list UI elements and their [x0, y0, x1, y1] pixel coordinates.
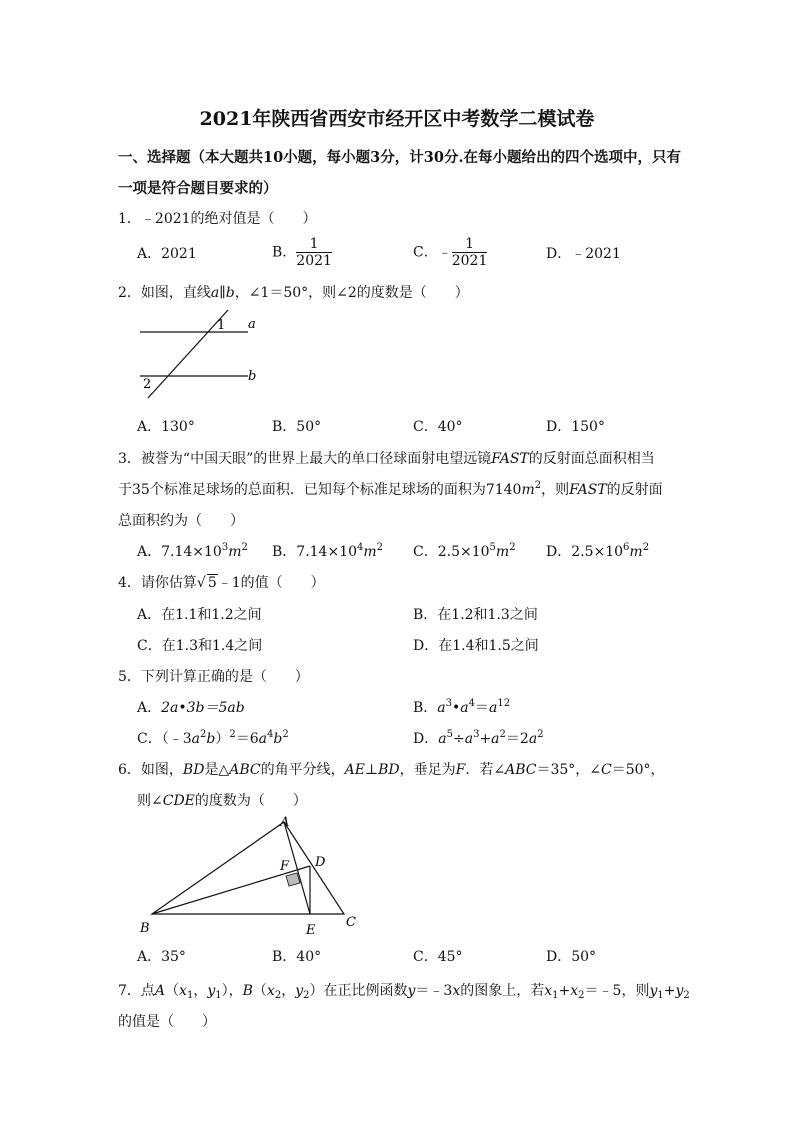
q1-option-c-prefix: C．﹣	[413, 244, 452, 261]
q1-option-b	[272, 236, 332, 269]
option-text: A．7.14×10	[137, 544, 222, 560]
option-expression: 2a•3b＝5ab	[161, 700, 245, 716]
point-f-label: F	[280, 859, 290, 874]
q6-stem-line2	[137, 790, 307, 810]
q7-stem-line2: 的值是（ ）	[118, 1014, 216, 1030]
q6-option-c: C．45°	[413, 949, 463, 965]
var-a: a	[210, 285, 220, 301]
point-a: A	[154, 983, 166, 999]
q6-triangle-figure	[130, 812, 370, 937]
q6-text: 则∠	[137, 793, 163, 809]
option-prefix: C．（﹣3	[137, 731, 192, 747]
exponent: 2	[509, 542, 516, 553]
q6-option-b: B．40°	[272, 949, 322, 965]
unit-m: m	[629, 544, 643, 560]
exponent: 2	[376, 542, 384, 553]
line-b-label: b	[248, 369, 257, 384]
q4-stem	[118, 572, 325, 592]
fast-term: FAST	[569, 482, 607, 498]
q3-text: 的反射面	[606, 482, 663, 498]
q6-stem-line1	[118, 759, 665, 779]
var-abc: ABC	[229, 762, 261, 778]
q6-text: 6．如图，	[118, 762, 183, 778]
var-ae: AE	[344, 762, 365, 778]
q3-text: 3．被誉为“中国天眼”的世界上最大的单口径球面射电望远镜	[118, 451, 492, 467]
q2-text: 2．如图，直线	[118, 285, 211, 301]
q3-option-c	[413, 541, 516, 561]
q1-option-b-fraction	[296, 236, 332, 269]
section-header-line1: 一、选择题（本大题共10小题，每小题3分，计30分.在每小题给出的四个选项中，只有	[118, 149, 681, 166]
q3-stem-line3: 总面积约为（ ）	[118, 513, 244, 529]
q7-stem-line1: 7．点$A(x_1$，$y_1$），$B(x_2$，$y_2$）在正比例函数y＝﹣3x的图象上，若$x_1+x_2=﹣5$，则$y_1+y_2$	[118, 983, 690, 1001]
unit-m: m	[521, 482, 535, 498]
q3-stem-line2	[118, 479, 663, 499]
var-bd: BD	[378, 762, 400, 778]
q4-text: ﹣1的值（ ）	[217, 575, 325, 591]
q2-option-c: C．40°	[413, 419, 463, 435]
q1-option-c-fraction	[452, 236, 488, 269]
exponent: 6	[623, 542, 630, 553]
var-b: b	[225, 285, 235, 301]
point-a-label: A	[280, 815, 290, 830]
var-c: C	[601, 762, 612, 778]
point-e-label: E	[306, 923, 316, 937]
exponent: 5	[489, 542, 496, 553]
q7-text: 7．点	[118, 983, 155, 999]
q6-option-d: D．50°	[546, 949, 597, 965]
perpendicular-symbol: ⊥	[364, 762, 379, 778]
q7-text: ），	[221, 983, 243, 999]
right-angle-mark	[286, 873, 300, 886]
q5-option-b: B．$a^3•a^4=a^{12}$	[413, 698, 511, 716]
q4-option-b: B．在1.2和1.3之间	[413, 607, 538, 623]
var-abc: ABC	[505, 762, 537, 778]
q5-option-d: D．$a^5\div a^3+a^2=2a^2$	[413, 729, 544, 747]
point-c-label: C	[346, 915, 356, 930]
q2-option-a: A．130°	[137, 419, 195, 435]
q2-option-b: B．50°	[272, 419, 322, 435]
q6-text: ，垂足为	[399, 762, 456, 778]
unit-m: m	[228, 544, 242, 560]
q7-text: 的图象上，若	[460, 983, 545, 999]
q7-text: 在正比例函数	[323, 983, 408, 999]
var-f: F	[455, 762, 466, 778]
fraction-denominator: 2021	[451, 253, 488, 269]
fraction-numerator: 1	[452, 236, 488, 253]
q3-text: ，则	[541, 482, 570, 498]
q6-option-a: A．35°	[137, 949, 186, 965]
unit-m: m	[363, 544, 377, 560]
parallel-symbol: ∥	[219, 285, 226, 301]
exponent: 2	[241, 542, 248, 553]
angle-1-label: 1	[217, 318, 226, 333]
line-a-label: a	[248, 317, 256, 332]
point-d-label: D	[315, 855, 326, 870]
q6-text: ．若∠	[465, 762, 506, 778]
q4-option-a: A．在1.1和1.2之间	[137, 607, 262, 623]
exponent: 4	[357, 542, 364, 553]
q4-option-c: C．在1.3和1.4之间	[137, 638, 263, 654]
transversal-line	[148, 310, 228, 398]
page-title: 2021年陕西省西安市经开区中考数学二模试卷	[199, 108, 595, 130]
q3-option-d	[546, 541, 649, 561]
q3-text: 于35个标准足球场的总面积．已知每个标准足球场的面积为7140	[118, 482, 522, 498]
option-text: C．2.5×10	[413, 544, 490, 560]
var-bd: BD	[182, 762, 205, 778]
q5-stem: 5．下列计算正确的是（ ）	[118, 669, 309, 685]
option-prefix: D．	[413, 731, 439, 747]
q2-option-d: D．150°	[546, 419, 605, 435]
q3-stem-line1	[118, 448, 655, 468]
exponent: 2	[642, 542, 650, 553]
fraction-denominator: 2021	[296, 253, 332, 269]
q3-text: 的反射面总面积相当	[528, 451, 655, 467]
q7-text: ＝﹣5，则	[584, 983, 650, 999]
radicand: 5	[207, 575, 217, 591]
q6-text: 是△	[204, 762, 230, 778]
q4-option-d: D．在1.4和1.5之间	[413, 638, 539, 654]
q6-text: ＝35°，∠	[536, 762, 601, 778]
q5-option-c: C．$(﹣3a^2b)^2=6a^4b^2$	[137, 729, 289, 747]
q2-text: ，∠1＝50°，则∠2的度数是（ ）	[234, 285, 469, 301]
section-header-line2: 一项是符合题目要求的）	[118, 180, 278, 197]
option-text: D．2.5×10	[546, 544, 624, 560]
q1-option-b-prefix: B．	[272, 244, 297, 261]
fraction-numerator: 1	[296, 236, 332, 253]
option-prefix: B．	[413, 700, 438, 716]
q5-option-a	[137, 697, 245, 717]
q6-text: 的度数为（ ）	[194, 793, 307, 809]
unit-m: m	[495, 544, 510, 560]
q6-text: ＝50°，	[611, 762, 665, 778]
option-prefix: A．	[137, 700, 162, 716]
q6-text: 的角平分线，	[260, 762, 345, 778]
q2-parallel-lines-figure	[130, 308, 280, 400]
exponent: 2	[534, 480, 542, 491]
q1-stem: 1．﹣2021的绝对值是（ ）	[118, 211, 317, 227]
point-b-label: B	[140, 921, 150, 936]
q1-option-a: A．2021	[137, 246, 197, 262]
q3-option-a	[137, 541, 248, 561]
fast-term: FAST	[491, 451, 529, 467]
point-b: B	[242, 983, 253, 999]
angle-2-label: 2	[143, 377, 152, 392]
var-cde: CDE	[162, 793, 195, 809]
q1-option-c	[413, 236, 487, 269]
q4-text: 4．请你估算	[118, 575, 197, 591]
q3-option-b	[272, 541, 383, 561]
radical-sign: √	[196, 575, 206, 591]
exponent: 3	[221, 542, 229, 553]
q1-option-d: D．﹣2021	[546, 246, 621, 262]
option-text: B．7.14×10	[272, 544, 358, 560]
q2-stem	[118, 282, 469, 302]
function-expression: ＝﹣3	[415, 983, 453, 999]
q7-text: （	[165, 983, 180, 999]
